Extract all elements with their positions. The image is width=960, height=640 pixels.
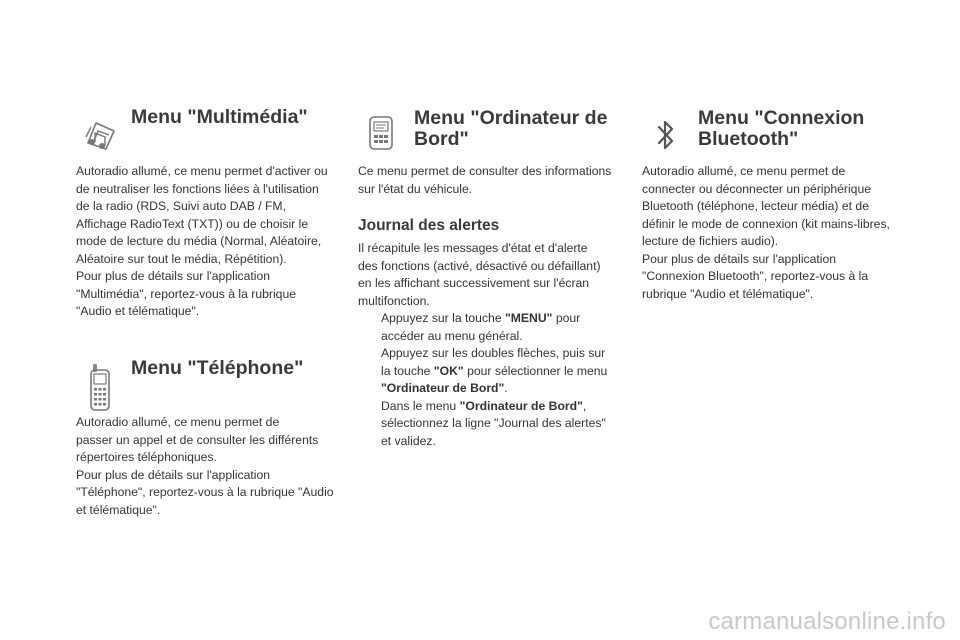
text-line: mode de lecture du média (Normal, Aléatoire, <box>76 234 322 248</box>
text-line: Pour plus de détails sur l'application <box>76 269 271 283</box>
step-key: "MENU" <box>504 311 553 325</box>
step-text: Appuyez sur les doubles flèches, puis sur <box>381 346 606 360</box>
text-line: lecture de fichiers audio). <box>642 234 779 248</box>
ordinateur-text <box>358 163 626 198</box>
text-line: Bluetooth (téléphone, lecteur média) et de <box>642 199 869 213</box>
bluetooth-text <box>642 163 912 303</box>
music-phone-icon <box>80 113 120 153</box>
step-text: sélectionnez la ligne "Journal des alertes" <box>381 416 606 430</box>
step-text: la touche <box>381 363 434 378</box>
text-line: Aléatoire sur tout le média, Répétition). <box>76 251 287 266</box>
text-line: en les affichant successivement sur l'écran <box>358 276 590 290</box>
text-line: répertoires téléphoniques. <box>76 450 217 464</box>
telephone-text <box>76 414 348 519</box>
text-line: rubrique "Audio et télématique". <box>642 286 814 301</box>
ordinateur-title <box>414 108 607 150</box>
text-line: Affichage RadioText (TXT)) ou de choisir le <box>76 216 309 231</box>
multimedia-title: Menu "Multimédia" <box>131 106 308 128</box>
title-line: Menu "Connexion <box>698 107 865 129</box>
step-text: , <box>582 398 587 413</box>
watermark-text: carmanualsonline.info <box>708 608 946 635</box>
step-text: pour <box>552 311 581 325</box>
text-line: Il récapitule les messages d'état et d'alerte <box>358 241 588 255</box>
step-text: . <box>504 381 508 395</box>
text-line: de neutraliser les fonctions liées à l'utilisation <box>76 181 319 196</box>
step-key: "Ordinateur de Bord" <box>381 381 505 395</box>
text-line: Autoradio allumé, ce menu permet de <box>76 415 280 429</box>
list-item <box>358 398 628 451</box>
step-key: "OK" <box>433 363 464 378</box>
text-line: sur l'état du véhicule. <box>358 181 473 196</box>
text-line: des fonctions (activé, désactivé ou défaillant) <box>358 258 601 273</box>
text-line: "Connexion Bluetooth", reportez-vous à la <box>642 269 869 283</box>
title-line: Bord" <box>414 128 469 150</box>
step-key: "Ordinateur de Bord" <box>459 398 583 413</box>
text-line: et télématique". <box>76 502 161 517</box>
text-line: de la radio (RDS, Suivi auto DAB / FM, <box>76 199 286 213</box>
text-line: définir le mode de connexion (kit mains-libres, <box>642 216 890 231</box>
text-line: Autoradio allumé, ce menu permet de <box>642 164 846 178</box>
text-line: Autoradio allumé, ce menu permet d'activer ou <box>76 164 328 178</box>
bluetooth-title <box>698 108 864 150</box>
journal-text <box>358 240 626 310</box>
step-text: accéder au menu général. <box>381 328 523 343</box>
text-line: "Téléphone", reportez-vous à la rubrique "Audio <box>76 485 334 499</box>
trip-computer-icon <box>366 113 396 153</box>
bluetooth-icon <box>655 116 677 154</box>
step-text: pour sélectionner le menu <box>463 363 608 378</box>
telephone-title: Menu "Téléphone" <box>131 357 304 379</box>
step-text: Appuyez sur la touche <box>381 311 505 325</box>
text-line: "Multimédia", reportez-vous à la rubrique <box>76 286 296 301</box>
text-line: "Audio et télématique". <box>76 304 200 318</box>
journal-steps <box>358 310 628 450</box>
text-line: connecter ou déconnecter un périphérique <box>642 181 872 196</box>
journal-subheading: Journal des alertes <box>358 217 500 234</box>
text-line: passer un appel et de consulter les différents <box>76 432 319 447</box>
text-line: multifonction. <box>358 293 430 308</box>
text-line: Pour plus de détails sur l'application <box>76 467 271 482</box>
step-text: et validez. <box>381 433 436 448</box>
text-line: Pour plus de détails sur l'application <box>642 251 837 266</box>
multimedia-text <box>76 163 346 321</box>
mobile-phone-icon <box>88 362 112 412</box>
title-line: Bluetooth" <box>698 128 799 150</box>
list-item <box>358 345 628 398</box>
step-text: Dans le menu <box>381 398 460 413</box>
list-item <box>358 310 628 345</box>
title-line: Menu "Ordinateur de <box>414 107 608 129</box>
text-line: Ce menu permet de consulter des informations <box>358 164 612 178</box>
